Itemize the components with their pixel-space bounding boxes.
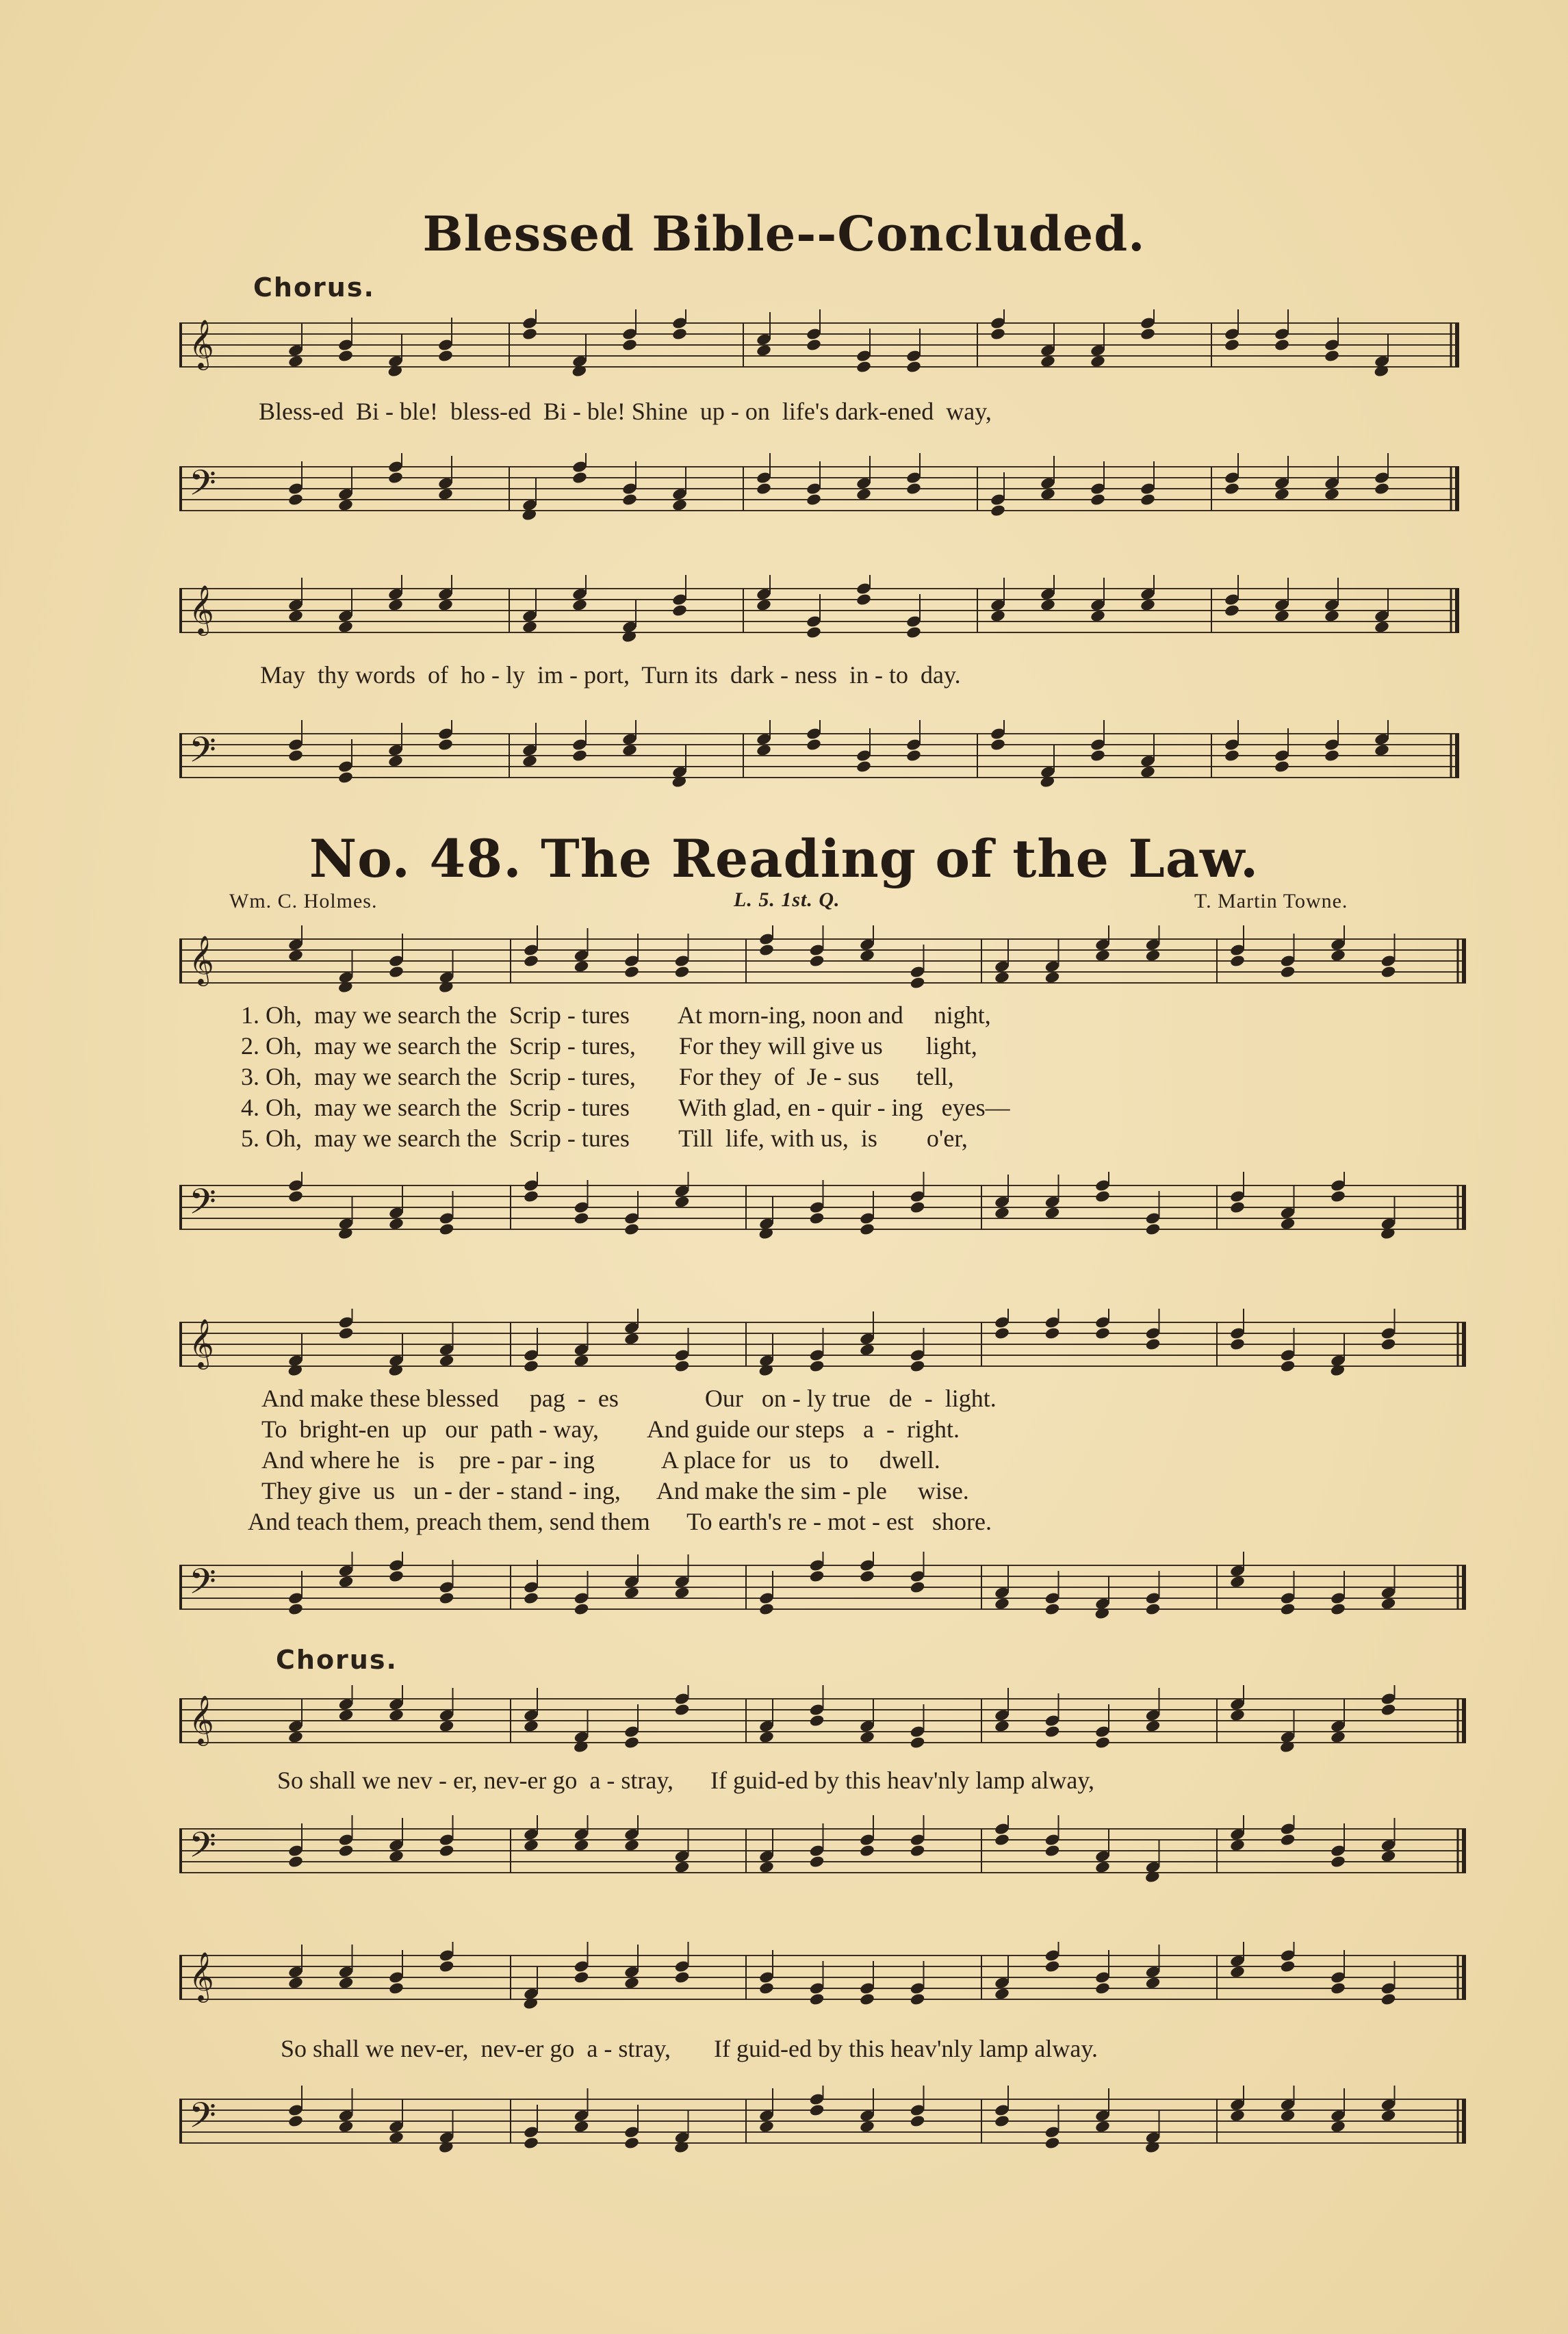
note-head [758, 943, 775, 957]
note-head [1229, 1337, 1246, 1351]
note-head [338, 1844, 355, 1858]
note-head [1280, 2109, 1296, 2123]
note-head [287, 355, 304, 368]
note-head [437, 738, 454, 752]
staff-lines-svg [179, 924, 1466, 999]
note-head [621, 338, 638, 352]
note-head [1044, 1206, 1061, 1220]
note-head [1145, 1222, 1161, 1236]
note-head [1090, 749, 1106, 762]
note-head [910, 1359, 926, 1373]
note-head [624, 965, 640, 979]
note-head [1145, 1602, 1161, 1616]
note-head [624, 1736, 640, 1749]
note-head [1224, 749, 1240, 762]
note-head [523, 954, 539, 968]
author-credit: Wm. C. Holmes. [229, 890, 378, 912]
verse-line: 5. Oh, may we search the Scrip - tures Till life, with us, is o'er, [241, 1125, 968, 1152]
staff-lines-svg [179, 1940, 1466, 2016]
note-head [338, 1708, 355, 1722]
note-head [1280, 1217, 1296, 1231]
music-staff-treble [179, 308, 1459, 383]
music-staff-bass [179, 1550, 1466, 1626]
verse-line: And where he is pre - par - ing A place for us to dwell. [261, 1446, 940, 1474]
note-head [522, 327, 538, 341]
note-head [994, 2114, 1010, 2128]
note-head [1094, 1860, 1111, 1874]
note-head [859, 1730, 875, 1744]
note-head [1040, 355, 1056, 368]
verse-line: And teach them, preach them, send them To earth's re - mot - est shore. [248, 1508, 992, 1535]
chorus-lyric-line: So shall we nev-er, nev-er go a - stray, If guid-ed by this heav'nly lamp alway. [281, 2035, 1098, 2062]
note-head [994, 971, 1010, 984]
note-head [1145, 1719, 1161, 1733]
note-head [910, 1992, 926, 2006]
note-head [758, 2120, 775, 2133]
verse-line: 4. Oh, may we search the Scrip - tures With glad, en - quir - ing eyes— [241, 1094, 1010, 1121]
note-head [859, 2120, 875, 2133]
note-head [1374, 620, 1390, 634]
music-staff-bass [179, 2084, 1466, 2159]
note-head [1044, 971, 1061, 984]
note-head [1140, 493, 1156, 506]
staff-lines-svg [179, 1550, 1466, 1626]
note-head [859, 949, 875, 962]
verse-line: To bright-en up our path - way, And guide our steps a - right. [261, 1415, 960, 1443]
clef-symbol: 𝄞 [189, 318, 214, 369]
note-head [1145, 1337, 1161, 1351]
note-head [1044, 1960, 1061, 1973]
music-staff-treble [179, 1684, 1466, 1759]
note-head [1229, 2109, 1246, 2123]
note-head [287, 1602, 304, 1616]
note-head [1145, 1976, 1161, 1990]
note-head [624, 1586, 640, 1600]
staff-lines-svg [179, 308, 1459, 383]
note-head [287, 949, 304, 962]
note-head [809, 1359, 825, 1373]
note-head [806, 338, 822, 352]
note-head [1330, 949, 1346, 962]
clef-symbol: 𝄞 [189, 1951, 214, 2001]
staff-lines-svg [179, 1307, 1466, 1383]
staff-lines-svg [179, 574, 1459, 649]
note-head [758, 1730, 775, 1744]
note-head [1090, 609, 1106, 623]
staff-lines-svg [179, 1684, 1466, 1759]
note-head [856, 487, 872, 501]
note-head [337, 498, 354, 512]
note-head [674, 1860, 691, 1874]
note-head [523, 1838, 539, 1852]
note-head [859, 1992, 875, 2006]
note-head [439, 1591, 455, 1605]
note-head [758, 1982, 775, 1995]
note-head [1229, 1838, 1246, 1852]
note-head [1380, 1849, 1397, 1863]
meter-indication: L. 5. 1st. Q. [734, 888, 840, 911]
note-head [1280, 1833, 1296, 1847]
note-head [1380, 1992, 1397, 2006]
note-head [1140, 327, 1156, 341]
note-head [574, 1211, 590, 1225]
note-head [1280, 965, 1296, 979]
note-head [674, 1586, 691, 1600]
clef-symbol: 𝄢 [189, 1824, 216, 1875]
note-head [674, 1971, 691, 1984]
note-head [1274, 338, 1290, 352]
note-head [439, 1222, 455, 1236]
note-head [437, 598, 454, 612]
note-head [437, 487, 454, 501]
note-head [859, 1222, 875, 1236]
note-head [1330, 1855, 1346, 1869]
note-head [809, 1992, 825, 2006]
note-head [856, 360, 872, 374]
note-head [287, 493, 304, 506]
note-head [1094, 1982, 1111, 1995]
note-head [388, 1569, 404, 1583]
note-head [338, 2120, 355, 2133]
clef-symbol: 𝄢 [189, 2094, 216, 2145]
staff-lines-svg [179, 1814, 1466, 1889]
music-staff-treble [179, 924, 1466, 999]
music-staff-treble [179, 1940, 1466, 2016]
note-head [1229, 1575, 1246, 1589]
note-head [990, 738, 1006, 752]
note-head [1094, 1190, 1111, 1203]
note-head [910, 1580, 926, 1594]
note-head [338, 1326, 355, 1340]
note-head [624, 2136, 640, 2150]
note-head [856, 593, 872, 606]
note-head [910, 1201, 926, 1214]
staff-lines-svg [179, 452, 1459, 527]
note-head [1380, 1703, 1397, 1717]
clef-symbol: 𝄞 [189, 1318, 214, 1368]
note-head [1229, 954, 1246, 968]
note-head [905, 626, 922, 639]
note-head [809, 954, 825, 968]
note-head [1044, 1326, 1061, 1340]
staff-lines-svg [179, 719, 1459, 794]
note-head [1224, 338, 1240, 352]
note-head [1274, 609, 1290, 623]
note-head [1380, 965, 1397, 979]
note-head [859, 1844, 875, 1858]
note-head [287, 1976, 304, 1990]
note-head [621, 493, 638, 506]
note-head [1090, 493, 1106, 506]
note-head [387, 754, 404, 768]
note-head [859, 1569, 875, 1583]
note-head [624, 1332, 640, 1346]
note-head [1040, 487, 1056, 501]
note-head [809, 1211, 825, 1225]
note-head [439, 1719, 455, 1733]
note-head [1330, 1730, 1346, 1744]
staff-lines-svg [179, 1170, 1466, 1246]
note-head [990, 504, 1006, 517]
clef-symbol: 𝄢 [189, 462, 216, 513]
note-head [1324, 487, 1340, 501]
note-head [523, 1719, 539, 1733]
note-head [1140, 765, 1156, 779]
note-head [571, 598, 588, 612]
note-head [523, 1359, 539, 1373]
note-head [337, 620, 354, 634]
verse-line: 1. Oh, may we search the Scrip - tures At morn-ing, noon and night, [241, 1001, 991, 1029]
chorus-label: Chorus. [276, 1645, 398, 1675]
note-head [388, 1982, 404, 1995]
staff-lines-svg [179, 2084, 1466, 2159]
note-head [1330, 2120, 1346, 2133]
note-head [523, 1591, 539, 1605]
music-staff-bass [179, 452, 1459, 527]
note-head [574, 960, 590, 973]
hymn-title-blessed-bible: Blessed Bible--Concluded. [422, 205, 1146, 262]
note-head [1274, 760, 1290, 773]
note-head [994, 1719, 1010, 1733]
note-head [1380, 1597, 1397, 1611]
note-head [674, 1703, 691, 1717]
note-head [338, 1976, 355, 1990]
note-head [1044, 2136, 1061, 2150]
note-head [439, 1844, 455, 1858]
note-head [1094, 1326, 1111, 1340]
note-head [388, 1849, 404, 1863]
note-head [671, 498, 688, 512]
note-head [809, 2103, 825, 2117]
note-head [287, 2114, 304, 2128]
note-head [671, 604, 688, 617]
note-head [571, 471, 588, 485]
note-head [1040, 598, 1056, 612]
note-head [994, 1597, 1010, 1611]
note-head [437, 349, 454, 363]
note-head [1280, 1602, 1296, 1616]
note-head [910, 976, 926, 990]
lyric-line: May thy words of ho - ly im - port, Turn its dark - ness in - to day. [260, 661, 961, 689]
note-head [388, 1217, 404, 1231]
note-head [574, 1971, 590, 1984]
note-head [624, 1222, 640, 1236]
chorus-lyric-line: So shall we nev - er, nev-er go a - stray, If guid-ed by this heav'nly lamp alway, [277, 1767, 1095, 1794]
note-head [809, 1714, 825, 1728]
note-head [1330, 1602, 1346, 1616]
music-staff-treble [179, 1307, 1466, 1383]
note-head [994, 1206, 1010, 1220]
verse-line: 2. Oh, may we search the Scrip - tures, For they will give us light, [241, 1032, 977, 1060]
note-head [905, 482, 922, 496]
note-head [756, 598, 772, 612]
lyric-line: Bless-ed Bi - ble! bless-ed Bi - ble! Shine up - on life's dark-ened way, [259, 398, 992, 425]
note-head [387, 598, 404, 612]
note-head [994, 1987, 1010, 2001]
composer-credit: T. Martin Towne. [1194, 890, 1348, 912]
note-head [1330, 1190, 1346, 1203]
note-head [523, 1190, 539, 1203]
note-head [287, 609, 304, 623]
note-head [1094, 2120, 1111, 2133]
note-head [388, 2131, 404, 2144]
verse-line: And make these blessed pag - es Our on - ly true de - light. [261, 1385, 997, 1412]
verse-line: 3. Oh, may we search the Scrip - tures, For they of Je - sus tell, [241, 1063, 954, 1090]
note-head [624, 1838, 640, 1852]
note-head [910, 2114, 926, 2128]
note-head [574, 1354, 590, 1368]
note-head [756, 482, 772, 496]
note-head [621, 743, 638, 757]
note-head [287, 1190, 304, 1203]
note-head [1229, 1201, 1246, 1214]
note-head [624, 1976, 640, 1990]
note-head [574, 1838, 590, 1852]
note-head [1044, 1602, 1061, 1616]
music-staff-treble [179, 574, 1459, 649]
note-head [337, 771, 354, 784]
note-head [571, 749, 588, 762]
note-head [1374, 743, 1390, 757]
note-head [338, 1575, 355, 1589]
note-head [674, 1359, 691, 1373]
music-staff-bass [179, 1814, 1466, 1889]
note-head [287, 1730, 304, 1744]
chorus-label: Chorus. [253, 272, 375, 303]
clef-symbol: 𝄢 [189, 729, 216, 780]
note-head [758, 1602, 775, 1616]
note-head [439, 1354, 455, 1368]
note-head [439, 1960, 455, 1973]
clef-symbol: 𝄞 [189, 1694, 214, 1745]
note-head [1324, 749, 1340, 762]
note-head [756, 743, 772, 757]
note-head [1140, 598, 1156, 612]
verse-line: They give us un - der - stand - ing, And make the sim - ple wise. [261, 1477, 969, 1504]
note-head [1280, 1960, 1296, 1973]
note-head [990, 609, 1006, 623]
note-head [1145, 949, 1161, 962]
note-head [1374, 482, 1390, 496]
clef-symbol: 𝄢 [189, 1181, 216, 1231]
note-head [758, 1860, 775, 1874]
note-head [905, 360, 922, 374]
note-head [806, 738, 822, 752]
note-head [1224, 482, 1240, 496]
note-head [809, 1569, 825, 1583]
clef-symbol: 𝄞 [189, 584, 214, 634]
note-head [1224, 604, 1240, 617]
note-head [388, 965, 404, 979]
note-head [1380, 1337, 1397, 1351]
note-head [1324, 609, 1340, 623]
note-head [1094, 1736, 1111, 1749]
note-head [523, 2136, 539, 2150]
note-head [910, 1736, 926, 1749]
note-head [809, 1855, 825, 1869]
note-head [522, 620, 538, 634]
note-head [1044, 1844, 1061, 1858]
hymn-title-reading-of-the-law: No. 48. The Reading of the Law. [309, 828, 1259, 889]
note-head [388, 1708, 404, 1722]
note-head [1090, 355, 1106, 368]
note-head [287, 749, 304, 762]
note-head [1324, 349, 1340, 363]
clef-symbol: 𝄞 [189, 934, 214, 985]
note-head [1380, 2109, 1397, 2123]
note-head [910, 1844, 926, 1858]
note-head [756, 344, 772, 357]
note-head [387, 471, 404, 485]
music-staff-bass [179, 719, 1459, 794]
note-head [1229, 1965, 1246, 1979]
note-head [994, 1833, 1010, 1847]
note-head [287, 1855, 304, 1869]
note-head [337, 349, 354, 363]
note-head [806, 493, 822, 506]
note-head [1274, 487, 1290, 501]
note-head [1094, 949, 1111, 962]
note-head [574, 2120, 590, 2133]
note-head [994, 1326, 1010, 1340]
note-head [1330, 1982, 1346, 1995]
note-head [522, 754, 538, 768]
note-head [859, 1343, 875, 1357]
note-head [1044, 1725, 1061, 1739]
note-head [674, 1195, 691, 1209]
note-head [806, 626, 822, 639]
note-head [856, 760, 872, 773]
clef-symbol: 𝄢 [189, 1561, 216, 1611]
music-staff-bass [179, 1170, 1466, 1246]
note-head [674, 965, 691, 979]
note-head [990, 327, 1006, 341]
note-head [671, 327, 688, 341]
note-head [905, 749, 922, 762]
note-head [1280, 1359, 1296, 1373]
note-head [1229, 1708, 1246, 1722]
note-head [574, 1602, 590, 1616]
